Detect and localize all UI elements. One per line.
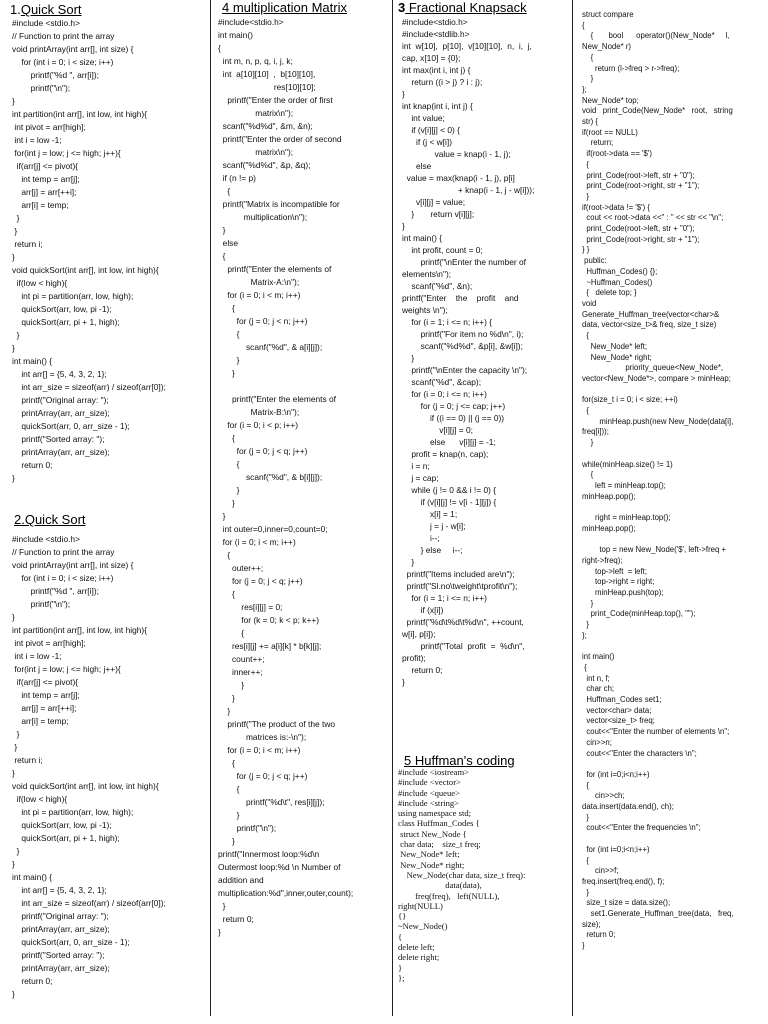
section-title-text: Quick Sort bbox=[20, 2, 82, 17]
section-number: 3 bbox=[398, 0, 406, 15]
column-3 bbox=[394, 0, 570, 1024]
column-4 bbox=[578, 0, 768, 1024]
section-title-quicksort-2 bbox=[14, 512, 86, 528]
huffman-code-continued-block: struct compare { { bool operator()(New_Node* l, New_Node* r) { return (l->freq > r->freq); } }; New_Node* top; void print_Code(New_Node* root, string str) { if(root == NULL) return; if(root->data == '$') { print_Code(root->left, str + "0"); print_Code(root->right, str + "1"); } if(root->data != '$') { cout << root->data <<" : " << str << "\n"; print_Code(root->left, str + "0"); print_Code(root->right, str + "1"); } } public: Huffman_Codes() {}; ~Huffman_Codes() { delete top; } void Generate_Huffman_tree(vector<char>& data, vector<size_t>& freq, size_t size) { New_Node* left; New_Node* right; priority_queue<New_Node*, vector<New_Node*>, compare > minHeap; for(size_t i = 0; i < size; ++i) { minHeap.push(new New_Node(data[i], freq[i])); } while(minHeap.size() != 1) { left = minHeap.top(); minHeap.pop(); right = minHeap.top(); minHeap.pop(); top = new New_Node('$', left->freq + right->freq); top->left = left; top->right = right; minHeap.push(top); } print_Code(minHeap.top(), ""); } }; int main() { int n, f; char ch; Huffman_Codes set1; vector<char> data; vector<size_t> freq; cout<<"Enter the number of elements \n"; cin>>n; cout<<"Enter the characters \n"; for (int i=0;i<n;i++) { cin>>ch; data.insert(data.end(), ch); } cout<<"Enter the frequencies \n"; for (int i=0;i<n;i++) { cin>>f; freq.insert(freq.end(), f); } size_t size = data.size(); set1.Generate_Huffman_tree(data, freq, size); return 0; } bbox=[582, 10, 734, 951]
section-title-quicksort-1 bbox=[10, 2, 82, 18]
section-title-matrix bbox=[222, 0, 347, 16]
section-title-text: 5 Huffman's coding bbox=[404, 753, 515, 768]
column-divider bbox=[392, 0, 393, 1016]
column-1 bbox=[0, 0, 206, 1024]
quicksort-1-code-block: #include <stdio.h> // Function to print the array void printArray(int arr[], int size) { for (int i = 0; i < size; i++) printf("%d ", arr[i]); printf("\n"); } int partition(int arr[], int low, int high){ int pivot = arr[high]; int i = low -1; for(int j = low; j <= high; j++){ if(arr[j] <= pivot){ int temp = arr[j]; arr[j] = arr[++i]; arr[i] = temp; } } return i; } void quickSort(int arr[], int low, int high){ if(low < high){ int pi = partition(arr, low, high); quickSort(arr, low, pi -1); quickSort(arr, pi + 1, high); } } int main() { int arr[] = {5, 4, 3, 2, 1}; int arr_size = sizeof(arr) / sizeof(arr[0]); printf("Original array: "); printArray(arr, arr_size); quickSort(arr, 0, arr_size - 1); printf("Sorted array: "); printArray(arr, arr_size); return 0; } bbox=[12, 18, 166, 483]
section-title-text: Fractional Knapsack bbox=[405, 0, 527, 15]
section-title-text: 2.Quick Sort bbox=[14, 512, 86, 527]
section-title-knapsack bbox=[398, 0, 527, 16]
column-divider bbox=[210, 0, 211, 1016]
quicksort-2-code-block: #include <stdio.h> // Function to print the array void printArray(int arr[], int size) { for (int i = 0; i < size; i++) printf("%d ", arr[i]); printf("\n"); } int partition(int arr[], int low, int high){ int pivot = arr[high]; int i = low -1; for(int j = low; j <= high; j++){ if(arr[j] <= pivot){ int temp = arr[j]; arr[j] = arr[++i]; arr[i] = temp; } } return i; } void quickSort(int arr[], int low, int high){ if(low < high){ int pi = partition(arr, low, high); quickSort(arr, low, pi -1); quickSort(arr, pi + 1, high); } } int main() { int arr[] = {5, 4, 3, 2, 1}; int arr_size = sizeof(arr) / sizeof(arr[0]); printf("Original array: "); printArray(arr, arr_size); quickSort(arr, 0, arr_size - 1); printf("Sorted array: "); printArray(arr, arr_size); return 0; } bbox=[12, 534, 166, 999]
column-divider bbox=[572, 0, 573, 1016]
section-number: 1. bbox=[10, 2, 21, 17]
column-2 bbox=[212, 0, 390, 1024]
knapsack-code-block: #include<stdio.h> #include<stdlib.h> int w[10], p[10], v[10][10], n, i, j, cap, x[10] = {0}; int max(int i, int j) { return ((i > j) ? i : j); } int knap(int i, int j) { int value; if (v[i][j] < 0) { if (j < w[i]) value = knap(i - 1, j); else value = max(knap(i - 1, j), p[i] + knap(i - 1, j - w[i])); v[i][j] = value; } return v[i][j]; } int main() { int profit, count = 0; printf("\nEnter the number of elements\n"); scanf("%d", &n); printf("Enter the profit and weights \n"); for (i = 1; i <= n; i++) { printf("For item no %d\n", i); scanf("%d%d", &p[i], &w[i]); } printf("\nEnter the capacity \n"); scanf("%d", &cap); for (i = 0; i <= n; i++) for (j = 0; j <= cap; j++) if ((i == 0) || (j == 0)) v[i][j] = 0; else v[i][j] = -1; profit = knap(n, cap); i = n; j = cap; while (j != 0 && i != 0) { if (v[i][j] != v[i - 1][j]) { x[i] = 1; j = j - w[i]; i--; } else i--; } printf("Items included are\n"); printf("Sl.no\tweight\tprofit\n"); for (i = 1; i <= n; i++) if (x[i]) printf("%d\t%d\t%d\n", ++count, w[i], p[i]); printf("Total profit = %d\n", profit); return 0; } bbox=[402, 17, 535, 687]
section-title-text: 4 multiplication Matrix bbox=[222, 0, 347, 15]
huffman-code-block: #include <iostream> #include <vector> #include <queue> #include <string> using namespace std; class Huffman_Codes { struct New_Node { char data; size_t freq; New_Node* left; New_Node* right; New_Node(char data, size_t freq): data(data), freq(freq), left(NULL), right(NULL) {} ~New_Node() { delete left; delete right; } }; bbox=[398, 767, 526, 983]
matrix-code-block: #include<stdio.h> int main() { int m, n, p, q, i, j, k; int a[10][10] , b[10][10], res[10][10]; printf("Enter the order of first matrix\n"); scanf("%d%d", &m, &n); printf("Enter the order of second matrix\n"); scanf("%d%d", &p, &q); if (n != p) { printf("Matrix is incompatible for multiplication\n"); } else { printf("Enter the elements of Matrix-A:\n"); for (i = 0; i < m; i++) { for (j = 0; j < n; j++) { scanf("%d", & a[i][j]); } } printf("Enter the elements of Matrix-B:\n"); for (i = 0; i < p; i++) { for (j = 0; j < q; j++) { scanf("%d", & b[i][j]); } } } int outer=0,inner=0,count=0; for (i = 0; i < m; i++) { outer++; for (j = 0; j < q; j++) { res[i][j] = 0; for (k = 0; k < p; k++) { res[i][j] += a[i][k] * b[k][j]; count++; inner++; } } } printf("The product of the two matrices is:-\n"); for (i = 0; i < m; i++) { for (j = 0; j < q; j++) { printf("%d\t", res[i][j]); } printf("\n"); } printf("Innermost loop:%d\n Outermost loop:%d \n Number of addition and multiplication:%d",inner,outer,count); } return 0; } bbox=[218, 17, 354, 937]
